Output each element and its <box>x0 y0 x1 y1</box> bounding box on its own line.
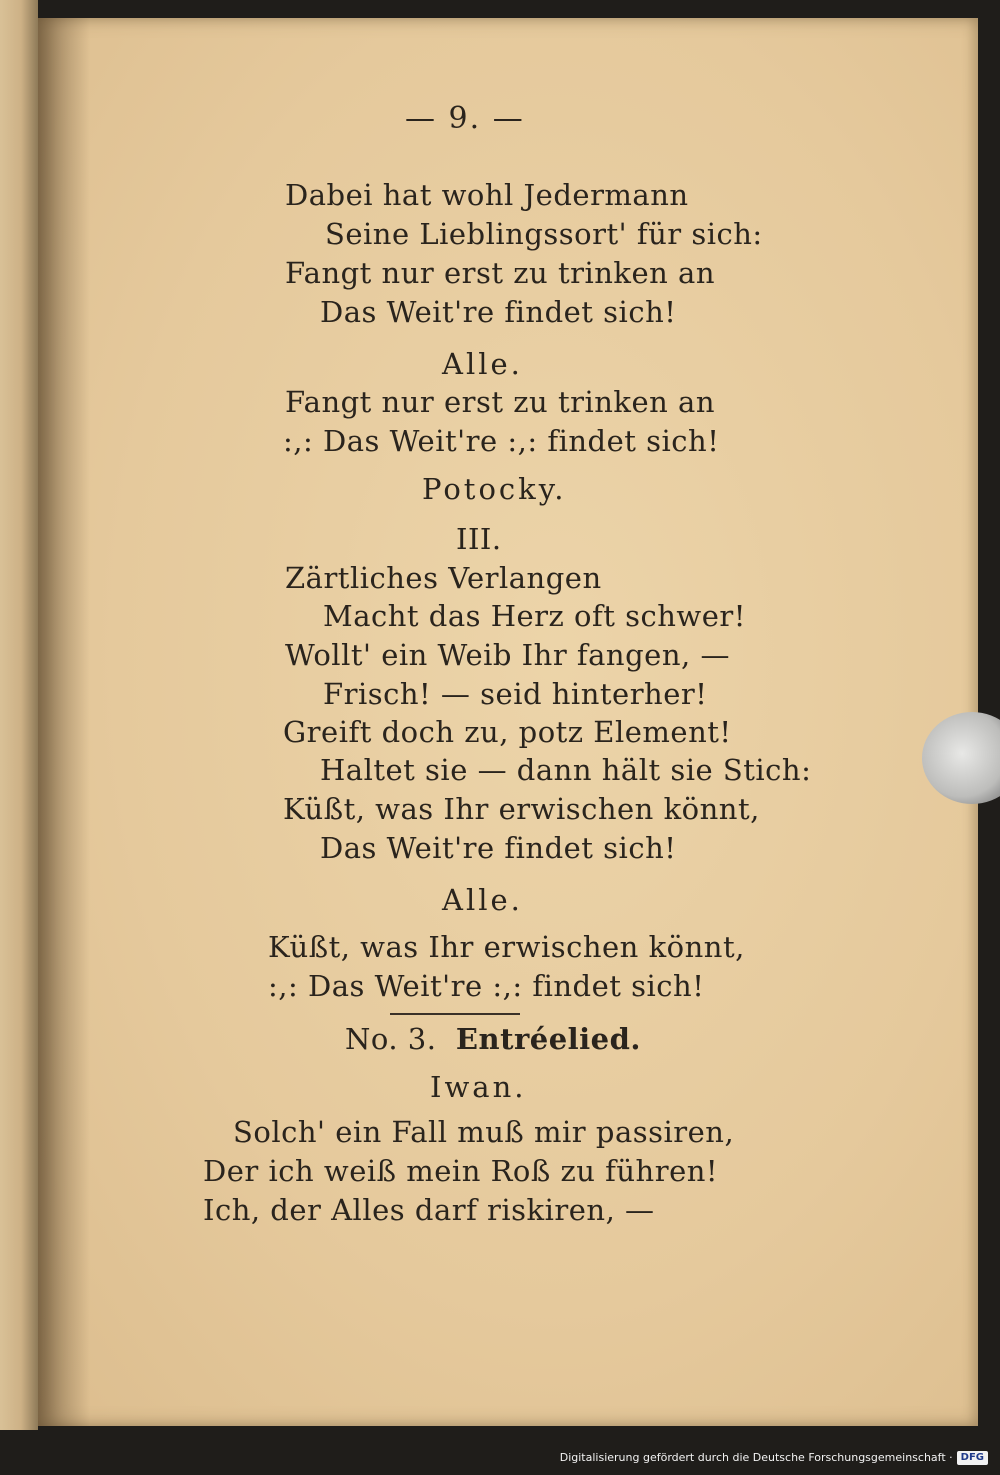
section-rule <box>390 1013 520 1015</box>
number-title: Entréelied. <box>455 1022 641 1056</box>
verse-line: Greift doch zu, potz Element! <box>283 715 732 749</box>
verse-line: Küßt, was Ihr erwischen könnt, <box>283 792 760 826</box>
verse-line: Haltet sie — dann hält sie Stich: <box>320 753 812 787</box>
verse-line: :,: Das Weit're :,: findet sich! <box>268 969 705 1003</box>
verse-line: Das Weit're findet sich! <box>320 295 677 329</box>
footer-credit-text: Digitalisierung gefördert durch die Deutsche Forschungsgemeinschaft · <box>559 1451 953 1464</box>
verse-line: Solch' ein Fall muß mir passiren, <box>233 1115 735 1149</box>
speaker-label: Iwan. <box>430 1070 527 1104</box>
verse-line: Dabei hat wohl Jedermann <box>285 178 689 212</box>
stanza-number: III. <box>456 522 502 556</box>
verse-line: Frisch! — seid hinterher! <box>323 677 708 711</box>
speaker-label: Potocky. <box>422 472 567 506</box>
verse-line: Ich, der Alles darf riskiren, — <box>203 1193 655 1227</box>
verse-line: Der ich weiß mein Roß zu führen! <box>203 1154 719 1188</box>
verse-line: Fangt nur erst zu trinken an <box>285 256 716 290</box>
verse-line: Seine Lieblingssort' für sich: <box>325 217 763 251</box>
page-number: — 9. — <box>405 101 525 136</box>
verse-line: :,: Das Weit're :,: findet sich! <box>283 424 720 458</box>
verse-line: Das Weit're findet sich! <box>320 831 677 865</box>
verse-line: Fangt nur erst zu trinken an <box>285 385 716 419</box>
dfg-logo: DFG <box>957 1451 988 1465</box>
number-heading <box>345 1022 641 1056</box>
verse-line: Wollt' ein Weib Ihr fangen, — <box>285 638 730 672</box>
speaker-label: Alle. <box>442 347 523 381</box>
footer-credit <box>560 1447 988 1469</box>
book-spine <box>0 0 38 1430</box>
verse-line: Macht das Herz oft schwer! <box>323 599 746 633</box>
speaker-label: Alle. <box>442 883 523 917</box>
verse-line: Küßt, was Ihr erwischen könnt, <box>268 930 745 964</box>
number-label: No. 3. <box>345 1022 437 1056</box>
verse-line: Zärtliches Verlangen <box>285 561 602 595</box>
page-gutter-shadow <box>38 18 90 1426</box>
